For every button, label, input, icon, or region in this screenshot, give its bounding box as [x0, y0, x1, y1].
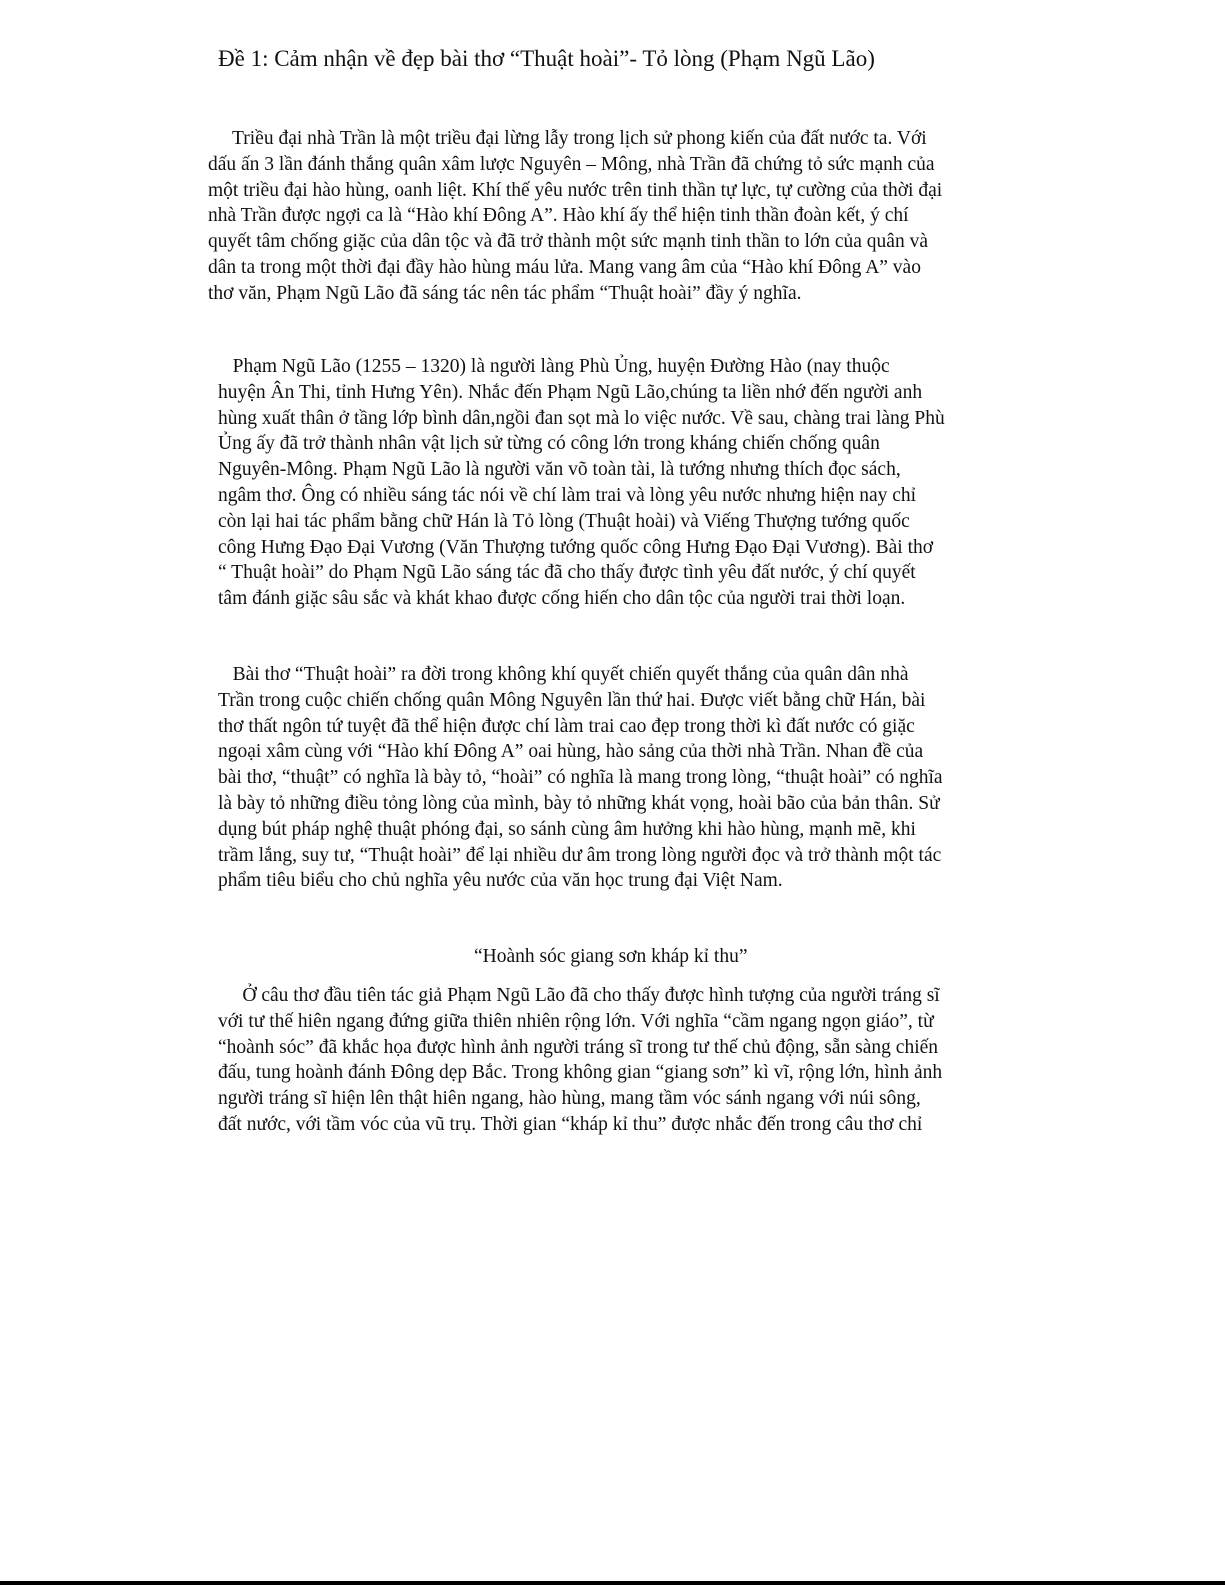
paragraph-verse-analysis	[218, 983, 942, 1138]
paragraph-line: trầm lắng, suy tư, “Thuật hoài” để lại nhiều dư âm trong lòng người đọc và trở thành một tác	[218, 844, 942, 866]
paragraph-line: dụng bút pháp nghệ thuật phóng đại, so sánh cùng âm hưởng khi hào hùng, mạnh mẽ, khi	[218, 818, 916, 840]
paragraph-line: dấu ấn 3 lần đánh thắng quân xâm lược Nguyên – Mông, nhà Trần đã chứng tỏ sức mạnh của	[208, 153, 935, 175]
paragraph-line: “hoành sóc” đã khắc họa được hình ảnh người tráng sĩ trong tư thế chủ động, sẵn sàng chiến	[218, 1036, 939, 1058]
paragraph-line: Triều đại nhà Trần là một triều đại lừng lẫy trong lịch sử phong kiến của đất nước ta. Với	[208, 128, 927, 149]
paragraph-line: Phạm Ngũ Lão (1255 – 1320) là người làng Phù Ủng, huyện Đường Hào (nay thuộc	[218, 356, 890, 377]
paragraph-line: Ở câu thơ đầu tiên tác giả Phạm Ngũ Lão đã cho thấy được hình tượng của người tráng sĩ	[218, 985, 940, 1006]
paragraph-line: đấu, tung hoành đánh Đông dẹp Bắc. Trong không gian “giang sơn” kì vĩ, rộng lớn, hình ảnh	[218, 1062, 943, 1084]
paragraph-line: ngâm thơ. Ông có nhiều sáng tác nói về chí làm trai và lòng yêu nước nhưng hiện nay chỉ	[218, 484, 917, 506]
paragraph-line: Nguyên-Mông. Phạm Ngũ Lão là người văn võ toàn tài, là tướng nhưng thích đọc sách,	[218, 459, 901, 481]
paragraph-line: là bày tỏ những điều tỏng lòng của mình, bày tỏ những khát vọng, hoài bão của bản thân. Sử	[218, 792, 940, 814]
paragraph-line: bài thơ, “thuật” có nghĩa là bày tỏ, “hoài” có nghĩa là mang trong lòng, “thuật hoài” có nghĩa	[218, 767, 943, 789]
paragraph-line: Bài thơ “Thuật hoài” ra đời trong không khí quyết chiến quyết thắng của quân dân nhà	[218, 664, 909, 685]
poem-verse-quote: “Hoành sóc giang sơn kháp kỉ thu”	[474, 946, 748, 967]
paragraph-line: một triều đại hào hùng, oanh liệt. Khí thế yêu nước trên tinh thần tự lực, tự cường của thời đại	[208, 179, 943, 201]
paragraph-line: đất nước, với tầm vóc của vũ trụ. Thời gian “kháp kỉ thu” được nhắc đến trong câu thơ chỉ	[218, 1113, 923, 1135]
paragraph-line: thơ thất ngôn tứ tuyệt đã thể hiện được chí làm trai cao đẹp trong thời kì đất nước có giặc	[218, 715, 915, 737]
paragraph-line: ngoại xâm cùng với “Hào khí Đông A” oai hùng, hào sảng của thời nhà Trần. Nhan đề của	[218, 741, 924, 763]
paragraph-line: với tư thế hiên ngang đứng giữa thiên nhiên rộng lớn. Với nghĩa “cầm ngang ngọn giáo”, từ	[218, 1010, 934, 1032]
paragraph-line: Trần trong cuộc chiến chống quân Mông Nguyên lần thứ hai. Được viết bằng chữ Hán, bài	[218, 689, 926, 711]
paragraph-line: công Hưng Đạo Đại Vương (Văn Thượng tướng quốc công Hưng Đạo Đại Vương). Bài thơ	[218, 536, 934, 558]
paragraph-line: còn lại hai tác phẩm bằng chữ Hán là Tỏ lòng (Thuật hoài) và Viếng Thượng tướng quốc	[218, 510, 910, 532]
paragraph-line: quyết tâm chống giặc của dân tộc và đã trở thành một sức mạnh tinh thần to lớn của quân và	[208, 231, 928, 253]
paragraph-line: hùng xuất thân ở tầng lớp bình dân,ngồi đan sọt mà lo việc nước. Về sau, chàng trai làng Phù	[218, 407, 945, 429]
paragraph-author	[218, 354, 945, 612]
paragraph-introduction	[208, 126, 942, 307]
paragraph-line: Ủng ấy đã trở thành nhân vật lịch sử từng có công lớn trong kháng chiến chống quân	[218, 433, 880, 455]
document-title: Đề 1: Cảm nhận về đẹp bài thơ “Thuật hoài”- Tỏ lòng (Phạm Ngũ Lão)	[218, 46, 875, 71]
paragraph-line: “ Thuật hoài” do Phạm Ngũ Lão sáng tác đã cho thấy được tình yêu đất nước, ý chí quyết	[218, 562, 916, 584]
paragraph-line: tâm đánh giặc sâu sắc và khát khao được cống hiến cho dân tộc của người trai thời loạn.	[218, 588, 906, 610]
paragraph-line: người tráng sĩ hiện lên thật hiên ngang, hào hùng, mang tầm vóc sánh ngang với núi sông,	[218, 1088, 921, 1110]
paragraph-line: dân ta trong một thời đại đầy hào hùng máu lửa. Mang vang âm của “Hào khí Đông A” vào	[208, 256, 921, 278]
paragraph-line: phẩm tiêu biểu cho chủ nghĩa yêu nước của văn học trung đại Việt Nam.	[218, 870, 783, 892]
paragraph-line: thơ văn, Phạm Ngũ Lão đã sáng tác nên tác phẩm “Thuật hoài” đầy ý nghĩa.	[208, 282, 802, 304]
paragraph-line: huyện Ân Thi, tỉnh Hưng Yên). Nhắc đến Phạm Ngũ Lão,chúng ta liền nhớ đến người anh	[218, 381, 923, 403]
paragraph-poem-context	[218, 662, 943, 894]
paragraph-line: nhà Trần được ngợi ca là “Hào khí Đông A”. Hào khí ấy thể hiện tinh thần đoàn kết, ý chí	[208, 205, 909, 227]
page-bottom-border	[0, 1581, 1225, 1585]
